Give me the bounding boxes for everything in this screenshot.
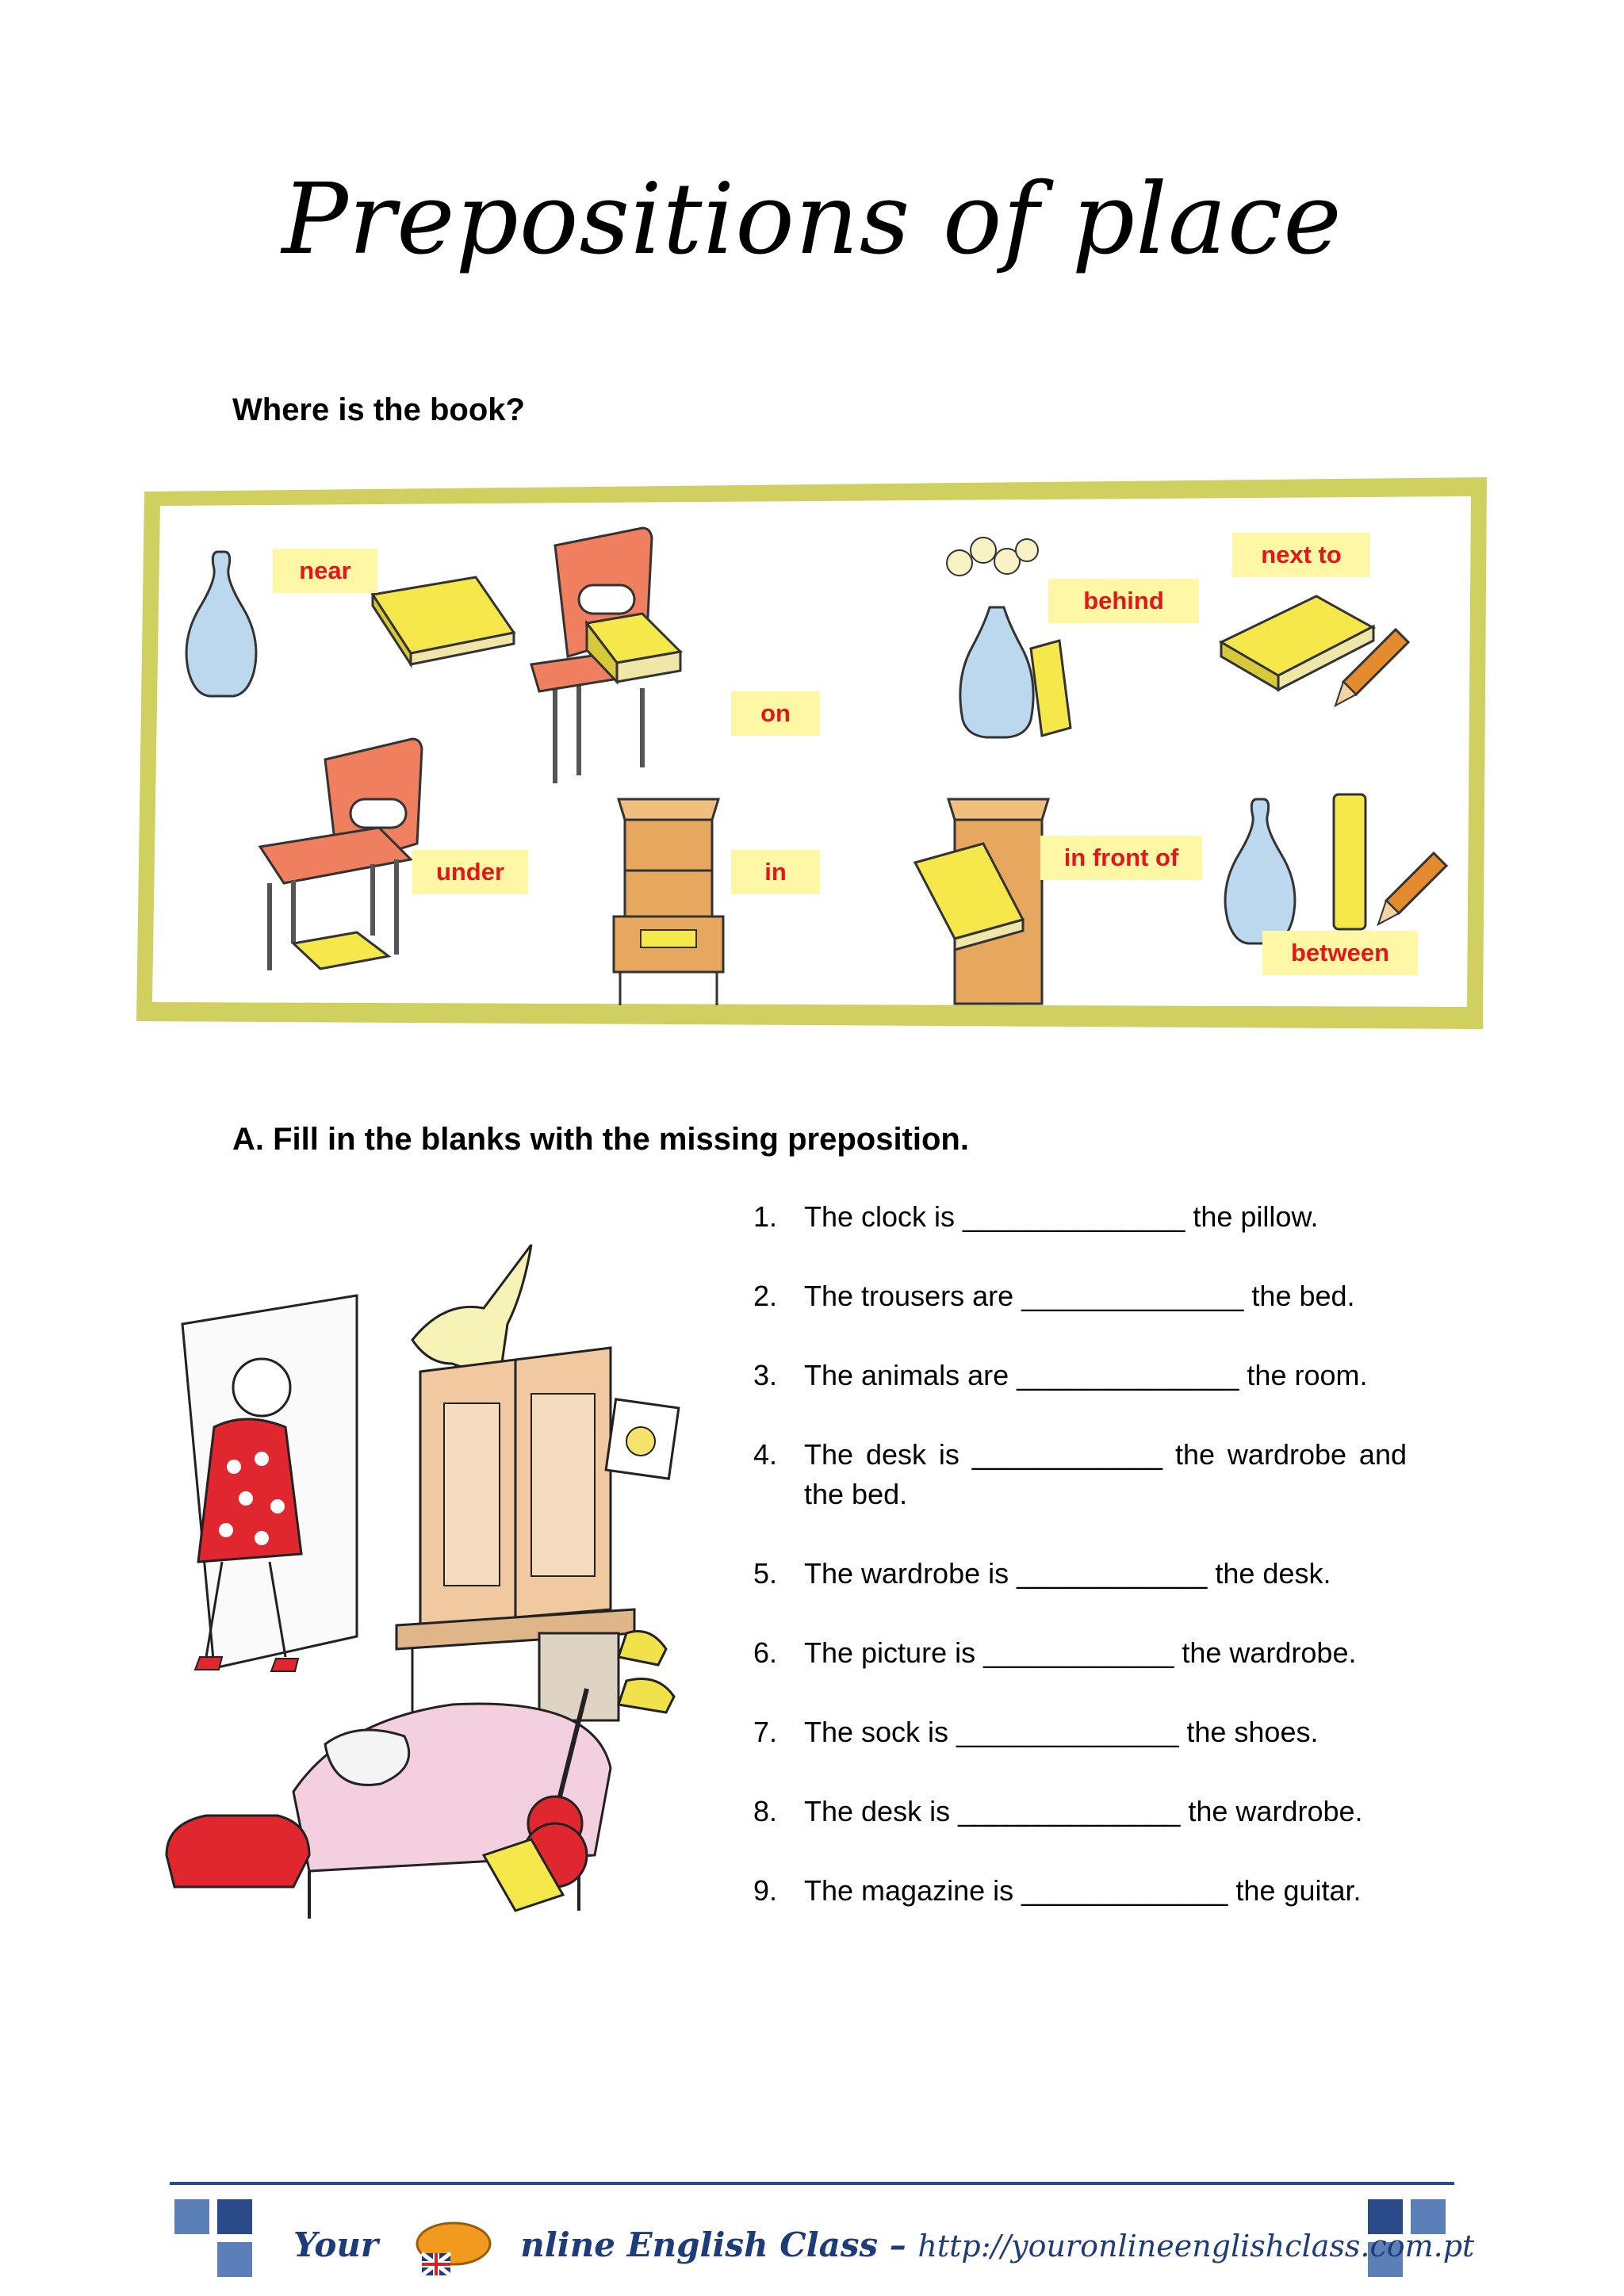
exercise-item xyxy=(753,1356,1404,1395)
picture-icon xyxy=(606,1399,679,1479)
exercise-item xyxy=(753,1435,1407,1514)
exercise-sentence: The picture is ____________ the wardrobe. xyxy=(804,1636,1357,1669)
exercise-sentence: The clock is ______________ the pillow. xyxy=(804,1200,1319,1233)
footer-url-link[interactable]: http://youronlineenglishclass.com.pt xyxy=(917,2229,1475,2263)
exercise-sentence: The trousers are ______________ the bed. xyxy=(804,1280,1355,1312)
label-next-to: next to xyxy=(1232,533,1370,577)
label-under: under xyxy=(412,850,528,894)
label-in: in xyxy=(731,850,820,894)
label-on: on xyxy=(731,691,820,736)
exercise-sentence: The desk is ______________ the wardrobe. xyxy=(804,1795,1363,1827)
footer-divider xyxy=(170,2182,1454,2185)
exercise-number: 4. xyxy=(753,1438,778,1471)
label-near: near xyxy=(273,549,377,593)
section-heading-exercise: A. Fill in the blanks with the missing preposition. xyxy=(232,1122,969,1157)
exercise-sentence: The animals are ______________ the room. xyxy=(804,1359,1368,1391)
exercise-number: 9. xyxy=(753,1874,778,1907)
exercise-number: 2. xyxy=(753,1280,778,1312)
page-title: Prepositions of place xyxy=(282,163,1342,277)
section-heading-book: Where is the book? xyxy=(232,392,525,427)
label-in-front-of: in front of xyxy=(1040,836,1202,880)
wardrobe-icon xyxy=(420,1348,611,1625)
exercise-number: 8. xyxy=(753,1795,778,1827)
exercise-item xyxy=(753,1792,1404,1831)
exercise-sentence: The magazine is _____________ the guitar. xyxy=(804,1874,1362,1907)
book-icon xyxy=(1334,794,1365,929)
label-between: between xyxy=(1262,931,1418,975)
exercise-number: 5. xyxy=(753,1557,778,1590)
exercise-item xyxy=(753,1554,1404,1594)
exercise-item xyxy=(753,1633,1404,1673)
exercise-item xyxy=(753,1197,1404,1237)
footer-dash: – xyxy=(889,2225,906,2264)
exercise-number: 3. xyxy=(753,1359,778,1391)
exercise-number: 1. xyxy=(753,1200,778,1233)
exercise-number: 7. xyxy=(753,1716,778,1748)
exercise-sentence: The wardrobe is ____________ the desk. xyxy=(804,1557,1331,1590)
footer-brand xyxy=(293,2212,1474,2283)
exercise-item xyxy=(753,1871,1404,1911)
footer-class-name: nline English Class xyxy=(520,2225,879,2264)
exercise-sentence: The desk is ____________ the wardrobe and the bed. xyxy=(804,1438,1407,1510)
toy-car-icon xyxy=(167,1816,309,1887)
messy-room-illustration xyxy=(159,1173,730,1934)
logo-o-icon xyxy=(390,2212,509,2283)
exercise-sentence: The sock is ______________ the shoes. xyxy=(804,1716,1319,1748)
footer-your: Your xyxy=(293,2225,379,2264)
shoes-icon xyxy=(619,1632,674,1713)
exercise-item xyxy=(753,1712,1404,1752)
exercise-item xyxy=(753,1276,1404,1316)
label-behind: behind xyxy=(1048,579,1199,623)
exercise-list xyxy=(753,1197,1407,1911)
exercise-number: 6. xyxy=(753,1636,778,1669)
logo-squares-left-icon xyxy=(174,2199,254,2279)
